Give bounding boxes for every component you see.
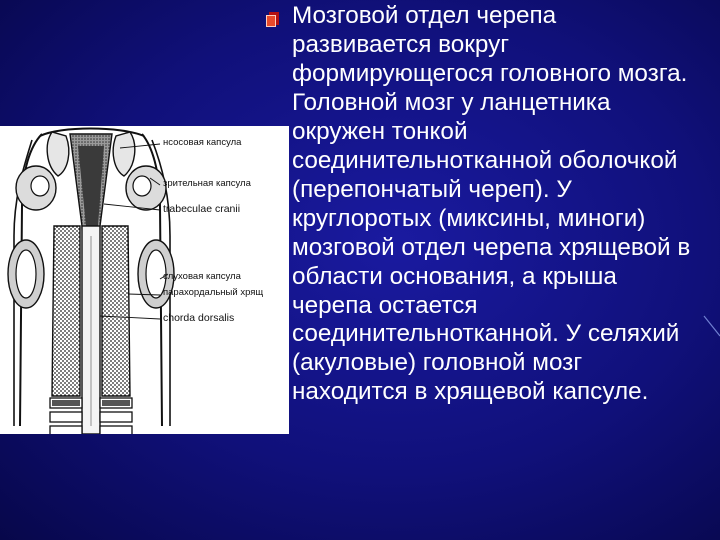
label-notochord: chorda dorsalis [163, 312, 235, 324]
label-auditory-capsule: слуховая капсула [163, 271, 241, 282]
label-optic-capsule: зрительная капсула [163, 178, 251, 189]
label-trabeculae: trabeculae cranii [163, 203, 241, 215]
label-nasal-capsule: нсосовая капсула [163, 137, 242, 148]
slide-body-text: Мозговой отдел черепа развивается вокруг формирующегося головного мозга. Головной мозг у ланцетника окружен тонкой соединительнотканной оболочкой (перепончатый череп). У круглоротых (миксины, миноги) мозговой отдел черепа хрящевой в области основания, а крыша черепа остается соединительнотканной. У селяхий (акуловые) головной мозг находится в хрящевой капсуле. [292, 2, 691, 406]
label-parachordal: парахордальный хрящ [163, 287, 264, 298]
